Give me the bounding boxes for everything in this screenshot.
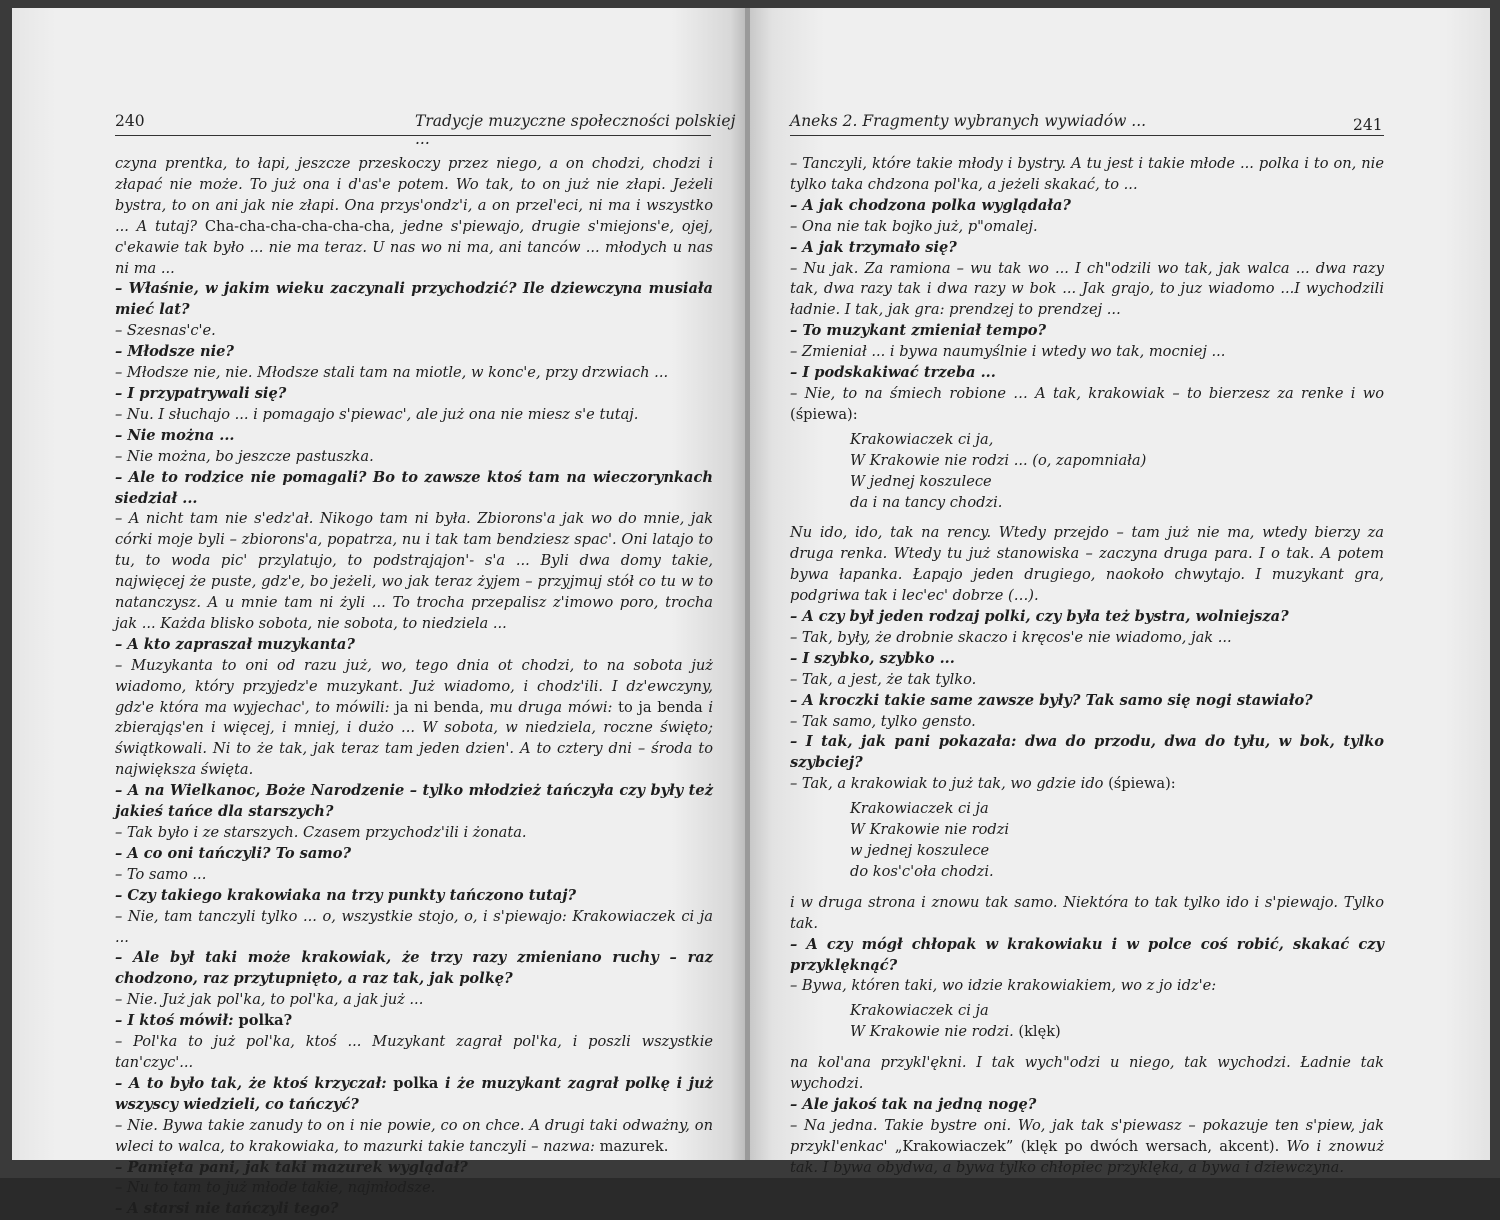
question: – To muzykant zmieniał tempo? <box>790 322 1047 340</box>
answer: – Nie można, bo jeszcze pastuszka. <box>115 447 374 465</box>
verse-line: w jednej koszulece <box>850 842 990 859</box>
answer: Nu ido, ido, tak na rency. Wtedy przejdo – tam już nie ma, wtedy bierzy za druga renka. Wtedy tu już stanowiska – zaczyna druga para. I o tak. A potem bywa łapanka. Łapajo jeden drugiego, naokoło chwytajo. I muzykant gra, podgriwa tak i lec'ec' dobrze (…). <box>790 524 1384 605</box>
song-verse <box>850 430 1384 514</box>
left-running-header: Tradycje muzyczne społeczności polskiej ... <box>415 112 736 148</box>
answer: na kol'ana przykl'ękni. I tak wych"odzi u niego, tak wychodzi. Ładnie tak wychodzi. <box>790 1054 1384 1093</box>
question: – Ale jakoś tak na jedną nogę? <box>790 1095 1037 1113</box>
verse-line: Krakowiaczek ci ja <box>850 800 989 818</box>
question: – Właśnie, w jakim wieku zaczynali przychodzić? Ile dziewczyna musiała mieć lat? <box>115 280 713 319</box>
question: – Ale był taki może krakowiak, że trzy razy zmieniano ruchy – raz chodzono, raz przytupnięto, a raz tak, jak polkę? <box>115 949 713 988</box>
verse-line: da i na tancy chodzi. <box>850 493 1003 511</box>
answer: – Nie, tam tanczyli tylko ... o, wszystkie stojo, o, i s'piewajo: Krakowiaczek ci ja ... <box>115 907 713 946</box>
answer: – Na jedna. Takie bystre oni. Wo, jak tak s'piewasz – pokazuje ten s'piew, jak przykl'enkac' „Krakowiaczek” (klęk po dwóch wersach, akcent). Wo i znowuż tak. I bywa obydwa, a bywa tylko chłopiec przyklęka, a bywa i dziewczyna. <box>790 1116 1385 1176</box>
question: – I szybko, szybko ... <box>790 649 955 667</box>
answer: – Bywa, któren taki, wo idzie krakowiakiem, wo z jo idz'e: <box>790 977 1217 995</box>
left-text-column <box>115 154 713 1220</box>
answer: – Tanczyli, które takie młody i bystry. A tu jest i takie młode ... polka i to on, nie tylko taka chdzona pol'ka, a jeżeli skakać, to ... <box>790 155 1384 193</box>
question: – I przypatrywali się? <box>115 384 287 402</box>
left-header-rule <box>115 135 711 136</box>
question: – A czy był jeden rodzaj polki, czy była też bystra, wolniejsza? <box>790 608 1289 626</box>
verse-line: W Krakowie nie rodzi. (klęk) <box>850 1023 1061 1041</box>
answer: – Nu. I słuchajo ... i pomagajo s'piewac', ale już ona nie miesz s'e tutaj. <box>115 405 639 423</box>
answer: – To samo ... <box>115 865 207 883</box>
question: – I podskakiwać trzeba ... <box>790 364 996 382</box>
question: – A starsi nie tańczyli tego? <box>115 1200 339 1218</box>
question: – A jak trzymało się? <box>790 238 957 256</box>
left-page <box>12 8 745 1218</box>
answer: i w druga strona i znowu tak samo. Niektóra to tak tylko ido i s'piewajo. Tylko tak. <box>790 893 1384 932</box>
song-verse <box>850 1001 1384 1043</box>
answer: – Tak, były, że drobnie skaczo i kręcos'e nie wiadomo, jak ... <box>790 628 1232 646</box>
answer: – Pol'ka to już pol'ka, ktoś ... Muzykant zagrał pol'ka, i poszli wszystkie tan'czyc'... <box>115 1033 713 1071</box>
answer: – Nu to tam to już młode takie, najmłodsze. <box>115 1179 436 1197</box>
answer: – Nie. Bywa takie zanudy to on i nie powie, co on chce. A drugi taki odważny, on wleci to walca, to krakowiaka, to mazurki takie tanczyli – nazwa: mazurek. <box>115 1116 713 1155</box>
answer: – Tak było i ze starszych. Czasem przychodz'ili i żonata. <box>115 824 527 841</box>
right-page <box>750 8 1490 1176</box>
paragraph: czyna prentka, to łapi, jeszcze przeskoczy przez niego, a on chodzi, chodzi i złapać nie może. To już ona i d'as'e potem. Wo tak, to on już nie złapi. Jeżeli bystra, to on ani jak nie złapi. Ona przys'ondz'i, a on przel'eci, ni ma i wszystko ... A tutaj? Cha-cha-cha-cha-cha-cha, jedne s'piewajo, drugie s'miejons'e, ojej, c'ekawie tak było ... nie ma teraz. U nas wo ni ma, ani tanców ... młodych u nas ni ma ... <box>115 155 713 277</box>
left-page-number: 240 <box>115 112 145 130</box>
answer: – Nu jak. Za ramiona – wu tak wo ... I ch"odzili wo tak, jak walca ... dwa razy tak, dwa razy tak i dwa razy w bok ... Jak grajo, to juz wiadomo ...I wychodzili ładnie. I tak, jak gra: prendzej to prendzej ... <box>790 259 1384 319</box>
question: – I tak, jak pani pokazała: dwa do przodu, dwa do tyłu, w bok, tylko szybciej? <box>790 733 1384 772</box>
answer: – Muzykanta to oni od razu już, wo, tego dnia ot chodzi, to na sobota już wiadomo, który przyjedz'e muzykant. Już wiadomo, i chodz'ili. I dz'ewczyny, gdz'e która ma wyjechac', to mówili: ja ni benda, mu druga mówi: to ja benda i zbierająs'en i więcej, i mniej, i dużo ... W sobota, w niedziela, roczne święto; świątkowali. Ni to że tak, jak teraz tam jeden dzien'. A to cztery dni – środa to największa święta. <box>115 656 714 779</box>
answer: – Ona nie tak bojko już, p"omalej. <box>790 217 1038 235</box>
right-text-column <box>790 154 1384 1179</box>
answer: – Zmieniał ... i bywa naumyślnie i wtedy wo tak, mocniej ... <box>790 343 1226 361</box>
verse-line: do kos'c'oła chodzi. <box>850 862 994 880</box>
verse-line: Krakowiaczek ci ja, <box>850 430 994 448</box>
question: – Ale to rodzice nie pomagali? Bo to zawsze ktoś tam na wieczorynkach siedział ... <box>115 468 713 507</box>
song-verse <box>850 799 1384 883</box>
answer: – Tak samo, tylko gensto. <box>790 712 976 730</box>
answer: – Młodsze nie, nie. Młodsze stali tam na miotle, w konc'e, przy drzwiach ... <box>115 364 669 382</box>
question: – A na Wielkanoc, Boże Narodzenie – tylko młodzież tańczyła czy były też jakieś tańce dla starszych? <box>115 782 713 821</box>
verse-line: W Krakowie nie rodzi ... (o, zapomniała) <box>850 451 1147 469</box>
verse-line: W jednej koszulece <box>850 472 992 490</box>
question: – I ktoś mówił: polka? <box>115 1012 293 1030</box>
question: – Nie można ... <box>115 426 235 444</box>
right-running-header: Aneks 2. Fragmenty wybranych wywiadów ... <box>790 112 1147 130</box>
question: – Czy takiego krakowiaka na trzy punkty tańczono tutaj? <box>115 886 577 904</box>
right-header-rule <box>790 135 1384 136</box>
question: – A czy mógł chłopak w krakowiaku i w polce coś robić, skakać czy przyklęknąć? <box>790 935 1384 974</box>
answer: – Tak, a krakowiak to już tak, wo gdzie ido (śpiewa): <box>790 775 1176 793</box>
question: – A to było tak, że ktoś krzyczał: polka i że muzykant zagrał polkę i już wszyscy wiedzieli, co tańczyć? <box>115 1074 713 1113</box>
answer: – Nie. Już jak pol'ka, to pol'ka, a jak już ... <box>115 991 424 1009</box>
answer: – Nie, to na śmiech robione … A tak, krakowiak – to bierzesz za renke i wo (śpiewa): <box>790 384 1384 423</box>
question: – A co oni tańczyli? To samo? <box>115 844 352 862</box>
answer: – A nicht tam nie s'edz'ał. Nikogo tam ni była. Zbiorons'a jak wo do mnie, jak córki moje byli – zbiorons'a, popatrza, nu i tak tam bendziesz spac'. Oni latajo to tu, to woda pic' przylatujo, to podstrajajon'- s'a ... Byli dwa domy takie, najwięcej że puste, gdz'e, bo jeżeli, wo jak teraz żyjem – przyjmuj stół co tu w to natanczysz. A u mnie tam ni żyli ... To trocha przepalisz z'imowo poro, trocha jak ... Każda blisko sobota, nie sobota, to niedziela ... <box>115 510 713 632</box>
question: – A kto zapraszał muzykanta? <box>115 635 355 653</box>
answer: – Tak, a jest, że tak tylko. <box>790 670 977 688</box>
verse-line: W Krakowie nie rodzi <box>850 821 1010 839</box>
right-page-number: 241 <box>1353 116 1383 134</box>
question: – Młodsze nie? <box>115 343 234 361</box>
question: – A jak chodzona polka wyglądała? <box>790 196 1071 214</box>
answer: – Szesnas'c'e. <box>115 322 216 340</box>
question: – A kroczki takie same zawsze były? Tak samo się nogi stawiało? <box>790 691 1313 709</box>
question: – Pamięta pani, jak taki mazurek wyglądał? <box>115 1158 468 1176</box>
verse-line: Krakowiaczek ci ja <box>850 1002 989 1020</box>
